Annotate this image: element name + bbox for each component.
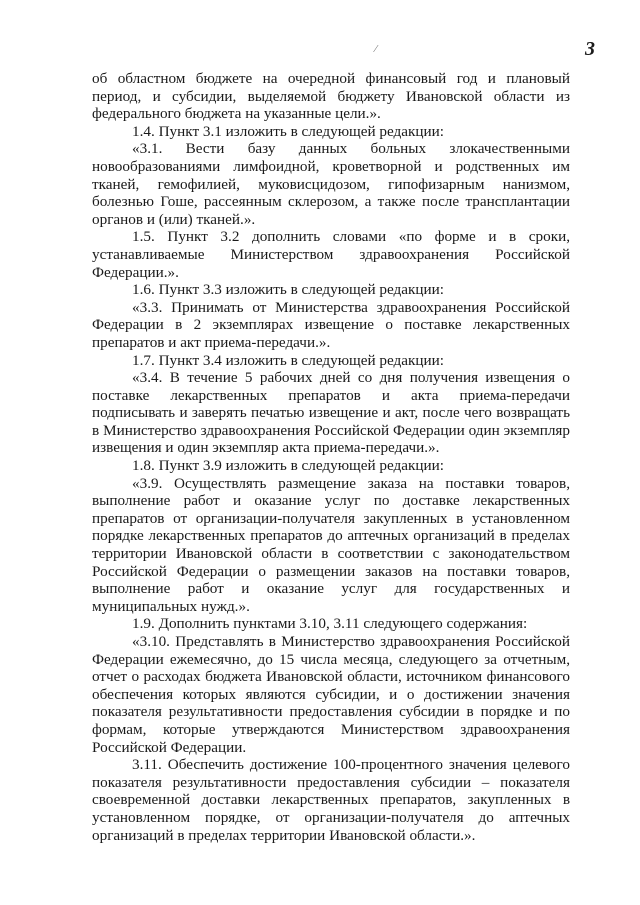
paragraph: 1.9. Дополнить пунктами 3.10, 3.11 следующего содержания: bbox=[132, 615, 528, 633]
paragraph: «3.3. Принимать от Министерства здравоохранения Российской Федерации в 2 экземплярах извещение о поставке лекарственных препаратов и акт приема-передачи.». bbox=[92, 298, 570, 351]
paragraph: 1.8. Пункт 3.9 изложить в следующей редакции: bbox=[132, 457, 445, 475]
scan-mark: ⁄ bbox=[375, 44, 377, 55]
paragraph: 1.5. Пункт 3.2 дополнить словами «по форме и в сроки, устанавливаемые Министерством здравоохранения Российской Федерации.». bbox=[92, 228, 570, 281]
paragraph: 1.4. Пункт 3.1 изложить в следующей редакции: bbox=[132, 122, 445, 140]
paragraph: «3.9. Осуществлять размещение заказа на поставки товаров, выполнение работ и оказание услуг по доставке лекарственных препаратов от организации-получателя закупленных в установленном порядке лекарственных препаратов до аптечных организаций в пределах территории Ивановской области в соответствии с законодательством Российской Федерации о размещении заказов на поставки товаров, выполнение работ и оказание услуг для государственных и муниципальных нужд.». bbox=[92, 474, 570, 615]
paragraph: «3.10. Представлять в Министерство здравоохранения Российской Федерации ежемесячно, до 15 числа месяца, следующего за отчетным, отчет о расходах бюджета Ивановской области, источником финансового обеспечения которых являются субсидии, и о достижении значения показателя результативности предоставления субсидии в порядке и по формам, которые утверждаются Министерством здравоохранения Российской Федерации. bbox=[92, 633, 570, 756]
paragraph: 3.11. Обеспечить достижение 100-процентного значения целевого показателя результативности предоставления субсидии – показателя своевременной доставки лекарственных препаратов, закупленных в установленном порядке, от организации-получателя до аптечных организаций в пределах территории Ивановской области.». bbox=[92, 756, 570, 844]
paragraph: «3.1. Вести базу данных больных злокачественными новообразованиями лимфоидной, кроветворной и родственных им тканей, гемофилией, муковисцидозом, гипофизарным нанизмом, болезнью Гоше, рассеянным склерозом, а также после трансплантации органов и (или) тканей.». bbox=[92, 140, 570, 228]
paragraph: 1.7. Пункт 3.4 изложить в следующей редакции: bbox=[132, 351, 445, 369]
paragraph: об областном бюджете на очередной финансовый год и плановый период, и субсидии, выделяемой бюджету Ивановской области из федерального бюджета на указанные цели.». bbox=[92, 70, 570, 123]
paragraph: «3.4. В течение 5 рабочих дней со дня получения извещения о поставке лекарственных препаратов и акта приема-передачи подписывать и заверять печатью извещение и акт, после чего возвращать в Министерство здравоохранения Российской Федерации один экземпляр извещения и один экземпляр акта приема-передачи.». bbox=[92, 369, 570, 457]
page-number: 3 bbox=[585, 38, 595, 60]
document-body bbox=[92, 70, 570, 844]
paragraph: 1.6. Пункт 3.3 изложить в следующей редакции: bbox=[132, 281, 445, 299]
